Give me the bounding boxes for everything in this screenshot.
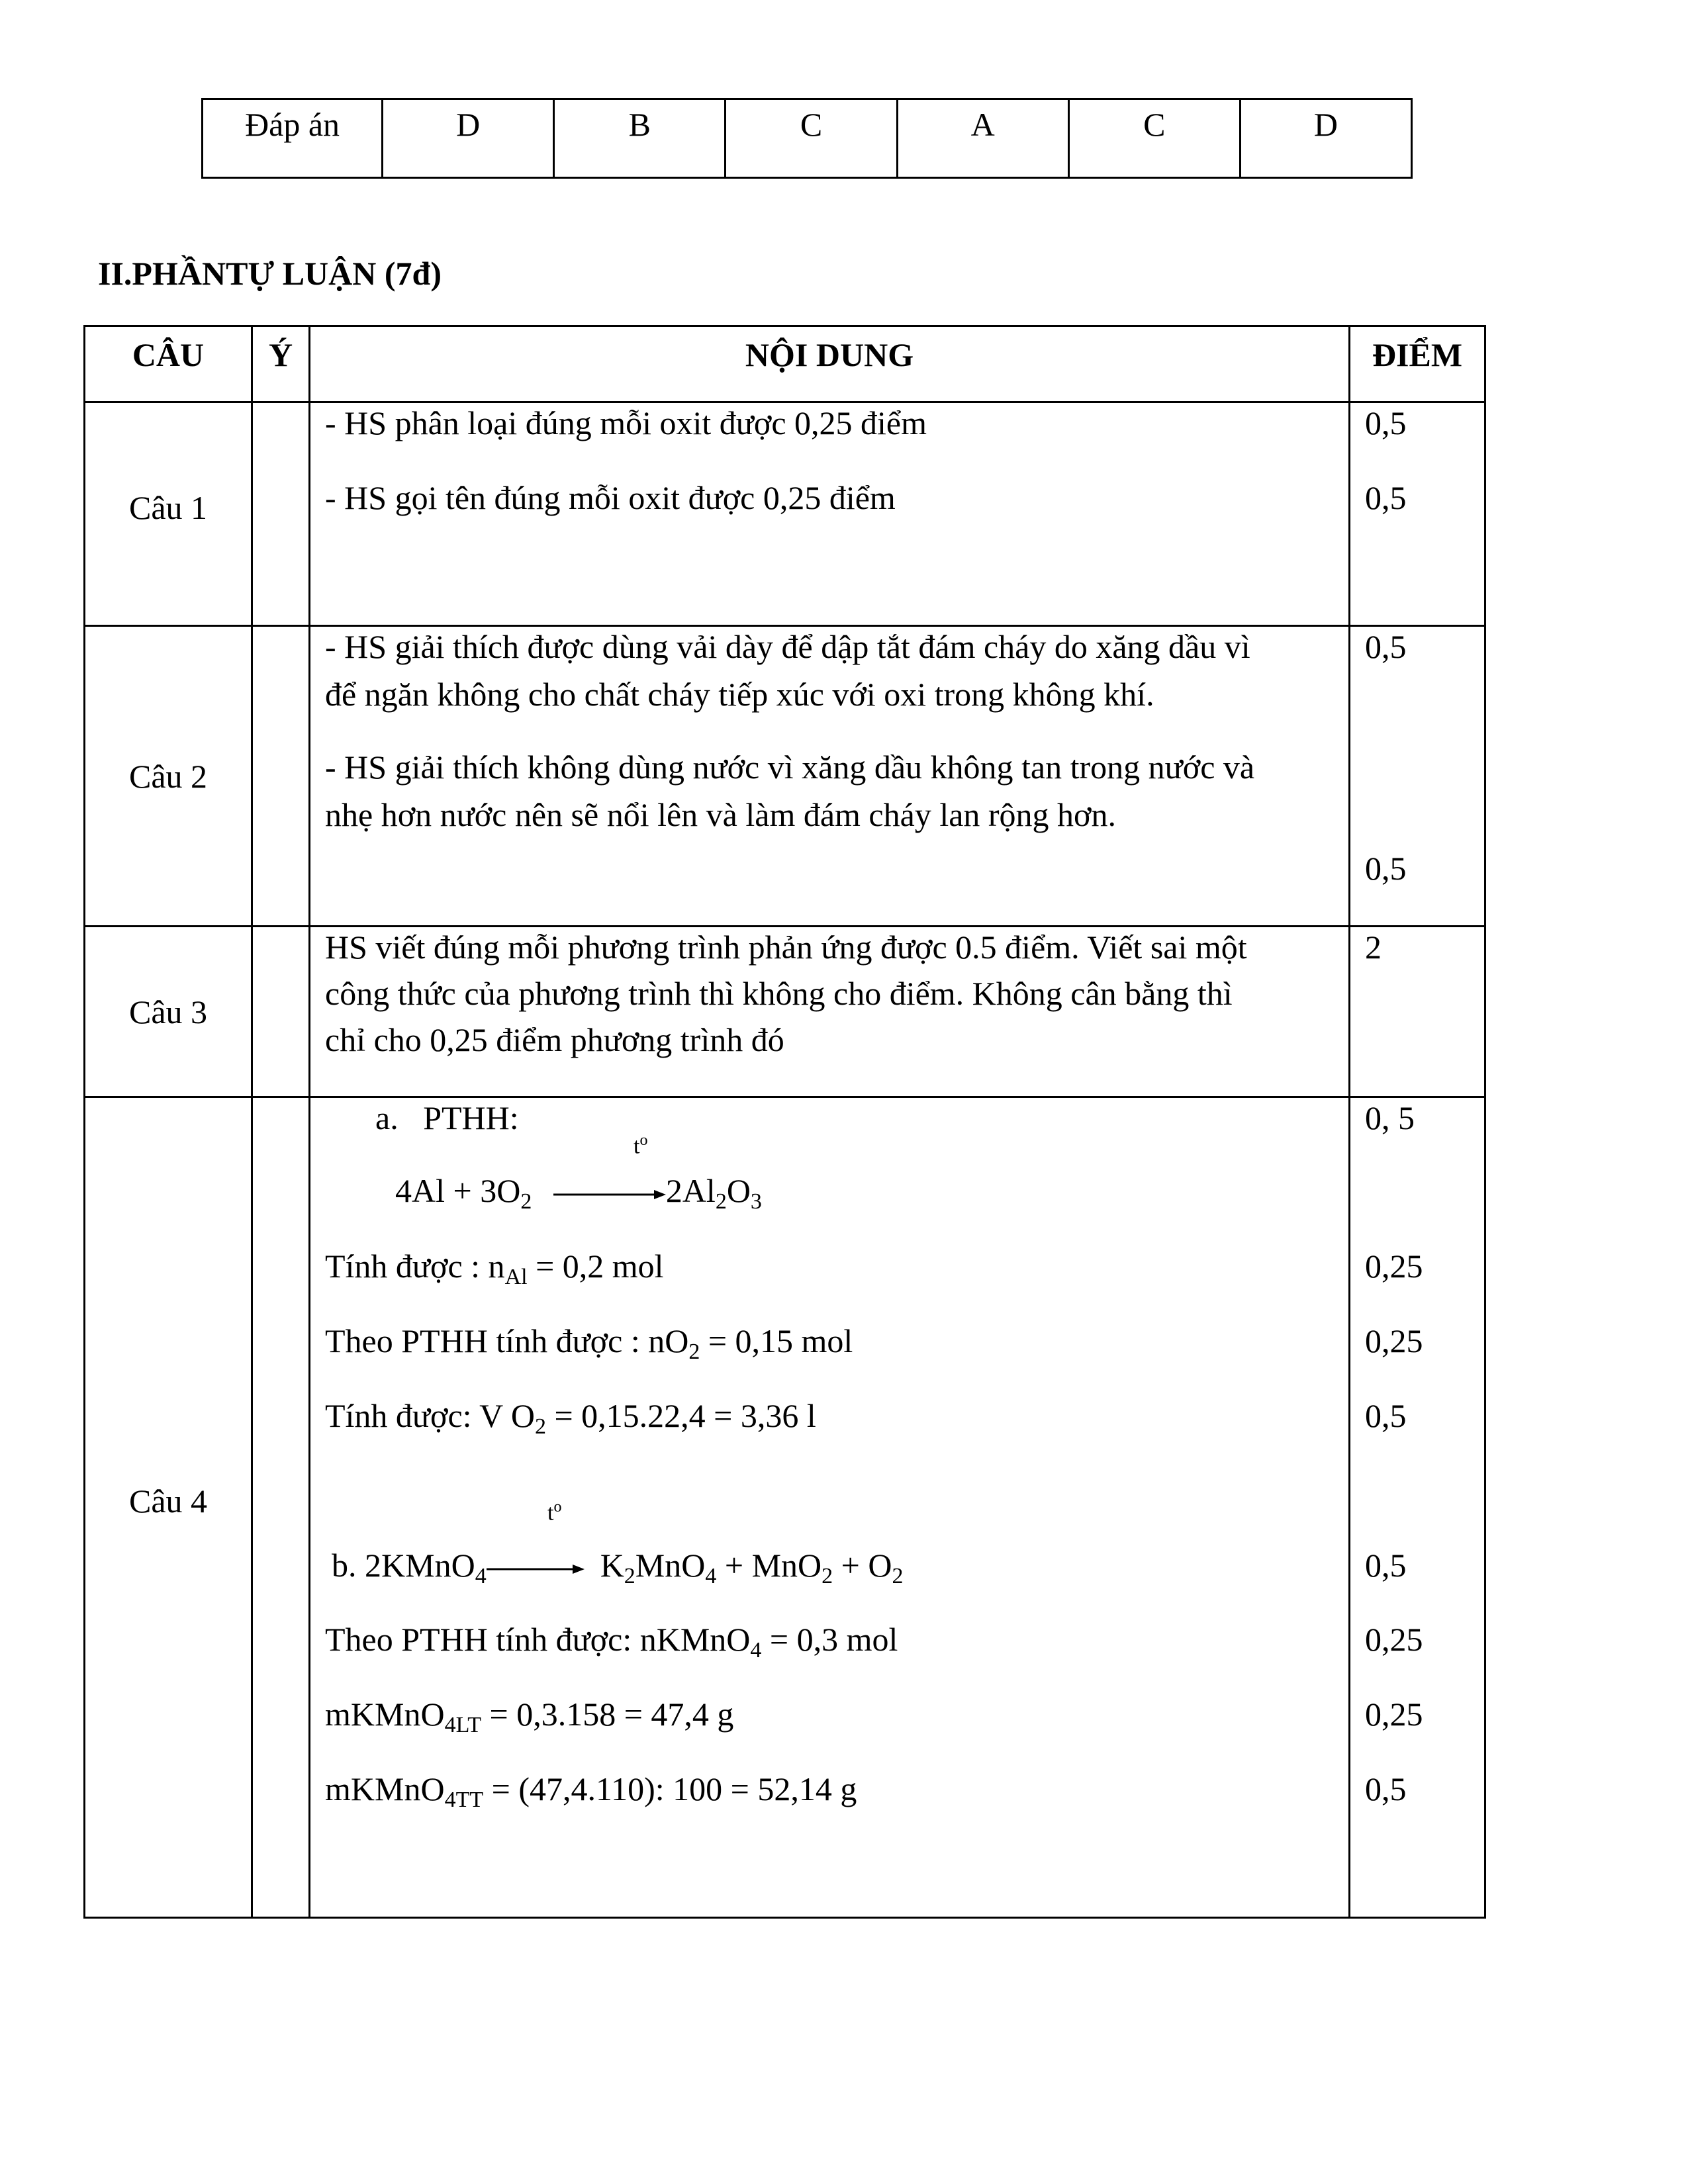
equation-a <box>395 1171 762 1214</box>
equation-text: mKMnO <box>325 1696 445 1733</box>
answer-table <box>201 98 1413 179</box>
subscript: 2 <box>520 1189 532 1214</box>
table-row-q4 <box>85 1097 1485 1918</box>
equation-text: + O <box>833 1547 892 1584</box>
table-row-q1 <box>85 402 1485 626</box>
question-label: Câu 3 <box>85 927 252 1097</box>
equation-text: Tính được: V O <box>325 1397 535 1434</box>
content-line: - HS gọi tên đúng mỗi oxit được 0,25 điểm <box>325 479 896 516</box>
equation-text: O <box>726 1172 751 1209</box>
subscript: 4TT <box>444 1788 484 1812</box>
score-cell <box>1350 1097 1485 1918</box>
table-row-q2 <box>85 626 1485 927</box>
header-y: Ý <box>252 326 310 402</box>
score-value: 0,5 <box>1365 628 1407 665</box>
score-value: 2 <box>1365 929 1382 966</box>
equation-text: 4Al + 3O <box>395 1172 521 1209</box>
subscript: 2 <box>624 1564 635 1588</box>
answer-cell: B <box>554 99 726 178</box>
equation-text: = 0,15.22,4 = 3,36 l <box>545 1397 816 1434</box>
content-line <box>325 1396 816 1439</box>
part-a-label <box>375 1098 519 1138</box>
subscript: 4 <box>750 1638 762 1662</box>
subscript: 2 <box>715 1189 727 1214</box>
equation-text: = 0,2 mol <box>527 1248 664 1285</box>
score-value: 0,5 <box>1365 1397 1407 1434</box>
content-line <box>325 1769 857 1812</box>
answer-cell: D <box>383 99 554 178</box>
content-line: chỉ cho 0,25 điểm phương trình đó <box>325 1021 784 1058</box>
content-line: HS viết đúng mỗi phương trình phản ứng được 0.5 điểm. Viết sai một <box>325 929 1247 966</box>
content-line: để ngăn không cho chất cháy tiếp xúc với oxi trong không khí. <box>325 676 1154 713</box>
score-cell <box>1350 402 1485 626</box>
subscript: 4 <box>705 1564 717 1588</box>
equation-text: b. 2KMnO <box>332 1547 475 1584</box>
equation-text: = 0,15 mol <box>700 1322 853 1359</box>
score-value: 0,25 <box>1365 1248 1423 1285</box>
subscript: 2 <box>821 1564 833 1588</box>
part-a-letter: a. <box>375 1099 399 1136</box>
equation-text: mKMnO <box>325 1770 445 1807</box>
equation-b <box>332 1545 904 1588</box>
subscript: 2 <box>892 1564 904 1588</box>
sub-cell <box>252 626 310 927</box>
subscript: 2 <box>688 1340 700 1364</box>
answer-cell: C <box>726 99 897 178</box>
score-value: 0,5 <box>1365 404 1407 441</box>
header-diem: ĐIỂM <box>1350 326 1485 402</box>
score-value: 0, 5 <box>1365 1099 1415 1136</box>
sub-cell <box>252 927 310 1097</box>
question-label: Câu 4 <box>85 1097 252 1918</box>
pthh-label: PTHH: <box>423 1099 519 1136</box>
sub-cell <box>252 1097 310 1918</box>
content-line <box>325 1321 853 1364</box>
content-line: nhẹ hơn nước nên sẽ nổi lên và làm đám cháy lan rộng hơn. <box>325 796 1116 833</box>
score-cell <box>1350 927 1485 1097</box>
score-cell <box>1350 626 1485 927</box>
reaction-arrow-icon <box>553 1188 666 1201</box>
equation-text: = 0,3 mol <box>761 1621 898 1658</box>
content-cell <box>310 626 1350 927</box>
score-value: 0,5 <box>1365 1547 1407 1584</box>
subscript: Al <box>504 1265 528 1289</box>
answer-cell: C <box>1068 99 1240 178</box>
equation-text: Tính được : n <box>325 1248 505 1285</box>
temperature-label: $t^o$ <box>547 1498 562 1525</box>
answer-row <box>203 99 1412 178</box>
essay-table <box>83 325 1486 1919</box>
equation-text: = 0,3.158 = 47,4 g <box>481 1696 734 1733</box>
equation-text: MnO <box>635 1547 706 1584</box>
answer-cell: A <box>897 99 1068 178</box>
equation-text: Theo PTHH tính được: nKMnO <box>325 1621 751 1658</box>
content-line: công thức của phương trình thì không cho điểm. Không cân bằng thì <box>325 975 1233 1012</box>
content-line <box>325 1694 734 1737</box>
answer-label: Đáp án <box>203 99 383 178</box>
sub-cell <box>252 402 310 626</box>
content-line: - HS phân loại đúng mỗi oxit được 0,25 điểm <box>325 404 927 441</box>
reaction-arrow-icon <box>487 1563 585 1576</box>
equation-text: + MnO <box>716 1547 822 1584</box>
temperature-label: $t^o$ <box>633 1132 648 1159</box>
content-cell <box>310 927 1350 1097</box>
score-value: 0,5 <box>1365 850 1407 887</box>
question-label: Câu 2 <box>85 626 252 927</box>
content-cell <box>310 1097 1350 1918</box>
score-value: 0,25 <box>1365 1621 1423 1658</box>
table-header-row <box>85 326 1485 402</box>
header-noi-dung: NỘI DUNG <box>310 326 1350 402</box>
content-line: - HS giải thích không dùng nước vì xăng dầu không tan trong nước và <box>325 749 1255 786</box>
question-label: Câu 1 <box>85 402 252 626</box>
section-heading: II.PHẦNTỰ LUẬN (7đ) <box>98 255 442 292</box>
content-cell <box>310 402 1350 626</box>
content-line <box>325 1619 898 1662</box>
content-line: - HS giải thích được dùng vải dày để dập tắt đám cháy do xăng dầu vì <box>325 628 1250 665</box>
subscript: 2 <box>534 1414 546 1439</box>
equation-text: K <box>600 1547 624 1584</box>
content-line <box>325 1246 664 1289</box>
header-cau: CÂU <box>85 326 252 402</box>
equation-text: Theo PTHH tính được : nO <box>325 1322 689 1359</box>
subscript: 4 <box>475 1564 487 1588</box>
score-value: 0,25 <box>1365 1322 1423 1359</box>
answer-cell: D <box>1240 99 1411 178</box>
subscript: 3 <box>750 1189 762 1214</box>
equation-text: = (47,4.110): 100 = 52,14 g <box>483 1770 857 1807</box>
equation-text: 2Al <box>665 1172 716 1209</box>
score-value: 0,25 <box>1365 1696 1423 1733</box>
score-value: 0,5 <box>1365 479 1407 516</box>
table-row-q3 <box>85 927 1485 1097</box>
score-value: 0,5 <box>1365 1770 1407 1807</box>
subscript: 4LT <box>444 1713 481 1737</box>
